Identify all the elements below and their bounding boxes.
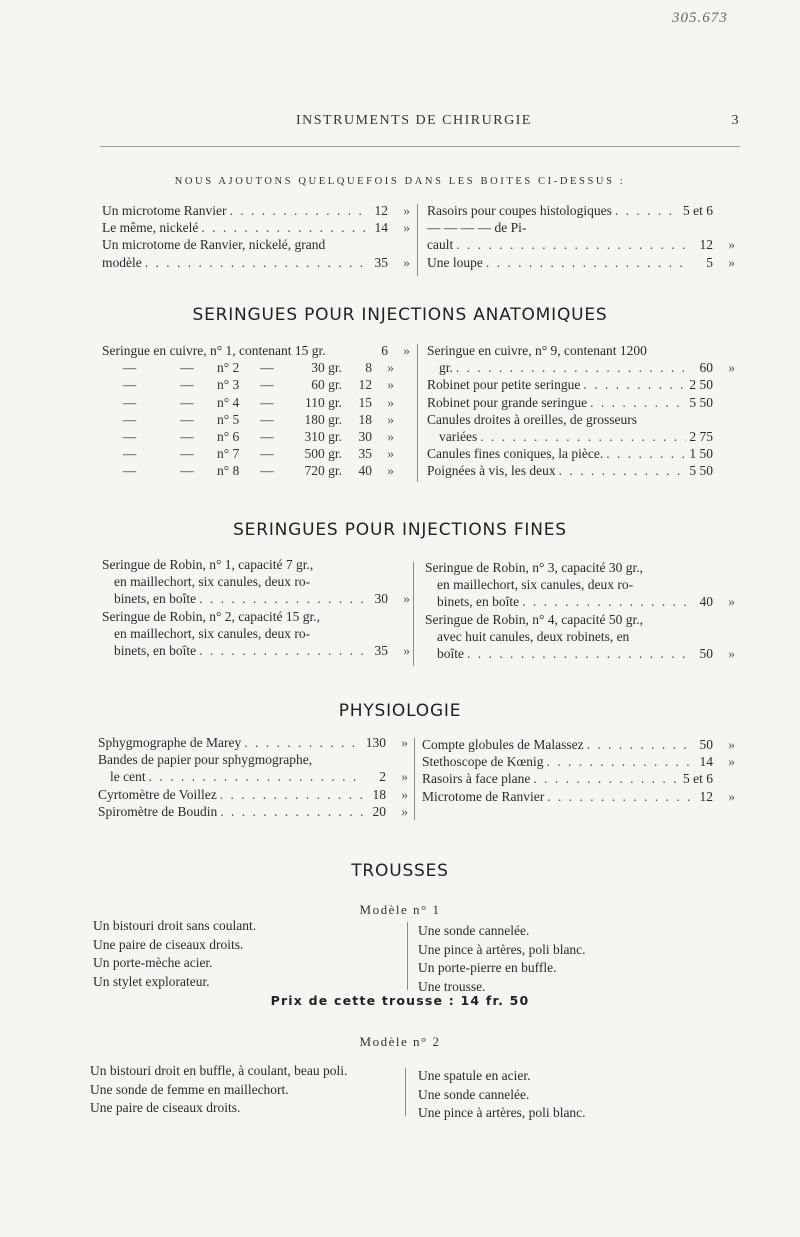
item-label: binets, en boîte (114, 642, 197, 658)
item-price: 18 (372, 786, 386, 802)
kit-item: Une paire de ciseaux droits. (90, 1100, 241, 1115)
dot-leader (229, 203, 365, 219)
kit-item: Un porte-pierre en buffle. (418, 960, 557, 975)
item-label: Microtome de Ranvier (422, 788, 545, 804)
list-item (427, 412, 735, 429)
item-price: 5 50 (689, 394, 713, 410)
list-item (102, 574, 410, 591)
dot-leader (480, 429, 686, 445)
dot-leader (456, 237, 690, 253)
syringe-row (102, 360, 410, 377)
fines-right-column (425, 560, 735, 663)
item-label: Un microtome Ranvier (102, 203, 227, 218)
column-divider (417, 344, 418, 482)
ditto-mark: — (180, 446, 194, 462)
syringe-number: n° 6 (217, 428, 240, 444)
ditto-mark: — (180, 411, 194, 427)
item-label: gr. (439, 360, 453, 376)
item-unit: » (401, 786, 408, 802)
dot-leader (606, 446, 686, 462)
item-price: 60 (699, 360, 713, 376)
item-label: Stethoscope de Kœnig (422, 754, 544, 770)
item-price: 18 (358, 411, 372, 427)
ditto-mark: — (180, 377, 194, 393)
list-item (427, 360, 735, 377)
ditto-mark: — (180, 360, 194, 376)
list-item (422, 789, 735, 806)
item-label: Rasoirs pour coupes histologiques (427, 203, 612, 218)
list-item (102, 557, 410, 574)
item-label: variées (439, 428, 478, 444)
ditto-mark: — (260, 394, 274, 410)
list-item (98, 804, 408, 821)
modele-1-price-line: Prix de cette trousse : 14 fr. 50 (270, 993, 530, 1008)
syringe-row (102, 412, 410, 429)
dot-leader (199, 591, 365, 607)
list-item (425, 560, 735, 577)
item-price: 20 (372, 803, 386, 819)
item-label: en maillechort, six canules, deux ro- (437, 577, 634, 593)
item-price: 35 (374, 254, 388, 270)
item-unit: » (387, 428, 394, 444)
list-item (98, 735, 408, 752)
syringe-size-grid (102, 360, 410, 480)
item-price: 6 (381, 343, 388, 358)
item-unit: » (728, 237, 735, 253)
syringe-capacity: 720 gr. (304, 463, 342, 479)
dot-leader (533, 771, 680, 787)
syringe-number: n° 3 (217, 377, 240, 393)
list-item (98, 769, 408, 786)
header-rule (100, 146, 740, 147)
item-price: 130 (365, 735, 386, 750)
ditto-mark: — (260, 377, 274, 393)
list-item (427, 463, 735, 480)
item-label: en maillechort, six canules, deux ro- (114, 574, 311, 590)
item-price: 5 50 (689, 463, 713, 479)
page-number: 3 (731, 113, 740, 128)
dot-leader (486, 255, 690, 271)
ditto-mark: — (122, 428, 137, 444)
item-label: Un microtome de Ranvier, nickelé, grand (102, 237, 326, 253)
modele-1-right-list (418, 922, 718, 996)
item-label: Seringue de Robin, n° 3, capacité 30 gr., (425, 560, 643, 575)
item-price: 35 (358, 446, 372, 462)
syringe-row (102, 429, 410, 446)
list-item (425, 577, 735, 594)
item-price: 2 (379, 769, 386, 785)
fines-left-column (102, 557, 410, 660)
list-item (427, 446, 735, 463)
item-price: 40 (358, 463, 372, 479)
kit-item: Une pince à artères, poli blanc. (418, 1105, 586, 1120)
list-item (102, 255, 410, 272)
kit-item: Une spatule en acier. (418, 1068, 531, 1083)
list-item (102, 343, 410, 360)
kit-item: Une pince à artères, poli blanc. (418, 941, 586, 957)
item-unit: » (401, 769, 408, 785)
list-item (427, 255, 735, 272)
ditto-mark: — (122, 377, 137, 393)
item-label: Spiromètre de Boudin (98, 803, 218, 819)
list-item (425, 612, 735, 629)
column-divider (414, 738, 415, 820)
item-price: 5 et 6 (683, 203, 713, 218)
kit-item: Une sonde cannelée. (418, 1086, 530, 1102)
list-item (427, 429, 735, 446)
kit-item: Une sonde cannelée. (418, 923, 530, 938)
item-label: Compte globules de Malassez (422, 737, 584, 752)
list-item (98, 787, 408, 804)
item-label: Le même, nickelé (102, 220, 199, 236)
item-price: 30 (358, 428, 372, 444)
item-label: Seringue en cuivre, n° 9, contenant 1200 (427, 343, 647, 358)
item-price: 2 75 (689, 428, 713, 444)
ditto-mark: — (122, 360, 137, 376)
item-price: 5 et 6 (683, 771, 713, 787)
item-price: 12 (699, 788, 713, 804)
ditto-mark: — (260, 446, 274, 462)
syringe-number: n° 8 (217, 463, 240, 479)
intro-left-column (102, 203, 410, 272)
list-item (102, 237, 410, 254)
item-price: 35 (374, 642, 388, 658)
dot-leader (220, 804, 363, 820)
item-label: avec huit canules, deux robinets, en (437, 628, 630, 644)
syringe-capacity: 110 gr. (305, 394, 342, 410)
item-unit: » (403, 220, 410, 236)
syringe-capacity: 310 gr. (304, 428, 342, 444)
item-unit: » (387, 377, 394, 393)
item-label: Cyrtomètre de Voillez (98, 786, 217, 802)
item-price: 12 (358, 377, 372, 393)
item-label: Une loupe (427, 254, 483, 270)
item-label: Seringue en cuivre, n° 1, contenant 15 gr. (102, 343, 326, 358)
dot-leader (590, 395, 686, 411)
list-item (422, 737, 735, 754)
catalog-number: 305.673 (672, 10, 728, 26)
dot-leader (149, 769, 363, 785)
ditto-mark: — (122, 463, 137, 479)
item-price: 15 (358, 394, 372, 410)
dot-leader (547, 789, 690, 805)
ditto-mark: — (180, 394, 194, 410)
physiologie-left-column (98, 735, 408, 821)
modele-2-heading: Modèle n° 2 (359, 1034, 441, 1049)
ditto-mark: — (260, 463, 274, 479)
ditto-mark: — (260, 360, 274, 376)
dot-leader (220, 787, 363, 803)
syringe-number: n° 5 (217, 411, 240, 427)
item-unit: » (387, 463, 394, 479)
kit-item: Un stylet explorateur. (93, 973, 210, 989)
column-divider (417, 204, 418, 276)
item-unit: » (728, 360, 735, 376)
item-unit: » (387, 446, 394, 462)
section-title-trousses: TROUSSES (351, 861, 449, 881)
item-unit: » (403, 343, 410, 358)
item-unit: » (728, 754, 735, 770)
page-title: INSTRUMENTS DE CHIRURGIE (296, 113, 532, 128)
dot-leader (244, 735, 363, 751)
item-label: en maillechort, six canules, deux ro- (114, 625, 311, 641)
list-item (98, 752, 408, 769)
item-label: Seringue de Robin, n° 2, capacité 15 gr., (102, 608, 320, 624)
item-label: Robinet pour petite seringue (427, 377, 581, 393)
item-unit: » (387, 394, 394, 410)
item-label: Poignées à vis, les deux (427, 463, 556, 479)
kit-item: Une paire de ciseaux droits. (93, 936, 244, 952)
list-item (102, 643, 410, 660)
section-title-physiologie: PHYSIOLOGIE (338, 701, 462, 721)
dot-leader (467, 646, 690, 662)
list-item (102, 591, 410, 608)
item-price: 8 (365, 360, 372, 376)
item-label: Sphygmographe de Marey (98, 735, 242, 750)
item-unit: » (401, 735, 408, 750)
syringe-row (102, 463, 410, 480)
dot-leader (145, 255, 365, 271)
dot-leader (587, 737, 690, 753)
ditto-mark: — (260, 428, 274, 444)
syringe-capacity: 60 gr. (311, 377, 342, 393)
modele-2-left-list (90, 1062, 400, 1118)
syringe-capacity: 30 gr. (311, 360, 342, 376)
item-label: — — — — de Pi- (427, 220, 527, 236)
kit-item: Un bistouri droit sans coulant. (93, 918, 257, 933)
item-unit: » (403, 591, 410, 607)
ditto-mark: — (260, 411, 274, 427)
section-title-anatomiques: SERINGUES POUR INJECTIONS ANATOMIQUES (192, 305, 608, 325)
item-price: 50 (699, 737, 713, 752)
ditto-mark: — (122, 411, 137, 427)
kit-item: Un porte-mèche acier. (93, 955, 213, 970)
item-label: Rasoirs à face plane (422, 771, 531, 787)
list-item (427, 237, 735, 254)
item-label: binets, en boîte (114, 591, 197, 607)
item-label: boîte (437, 645, 464, 661)
item-unit: » (403, 254, 410, 270)
kit-item: Un bistouri droit en buffle, à coulant, beau poli. (90, 1063, 348, 1078)
modele-2-right-list (418, 1067, 718, 1123)
list-item (427, 343, 735, 360)
item-price: 14 (374, 220, 388, 236)
list-item (427, 377, 735, 394)
dot-leader (615, 203, 680, 219)
item-label: Bandes de papier pour sphygmographe, (98, 752, 313, 768)
ditto-mark: — (122, 446, 137, 462)
list-item (102, 203, 410, 220)
item-unit: » (387, 411, 394, 427)
list-item (427, 220, 735, 237)
syringe-capacity: 500 gr. (304, 446, 342, 462)
syringe-capacity: 180 gr. (304, 411, 342, 427)
item-unit: » (728, 645, 735, 661)
item-unit: » (403, 203, 410, 218)
anatomiques-left-column (102, 343, 410, 481)
item-label: modèle (102, 254, 142, 270)
item-price: 50 (699, 645, 713, 661)
list-item (102, 220, 410, 237)
item-price: 5 (706, 254, 713, 270)
section-title-fines: SERINGUES POUR INJECTIONS FINES (233, 520, 567, 540)
column-divider (405, 1068, 406, 1116)
syringe-number: n° 2 (217, 360, 240, 376)
list-item (425, 629, 735, 646)
modele-1-left-list (93, 917, 393, 991)
item-label: Seringue de Robin, n° 4, capacité 50 gr., (425, 611, 643, 627)
anatomiques-right-column (427, 343, 735, 481)
column-divider (407, 922, 408, 990)
ditto-mark: — (180, 428, 194, 444)
kit-item: Une trousse. (418, 978, 486, 994)
syringe-row (102, 377, 410, 394)
ditto-mark: — (180, 463, 194, 479)
item-price: 1 50 (689, 446, 713, 462)
item-label: cault (427, 237, 454, 253)
intro-heading: NOUS AJOUTONS QUELQUEFOIS DANS LES BOITES CI-DESSUS : (174, 176, 626, 187)
item-unit: » (728, 594, 735, 610)
list-item (102, 609, 410, 626)
syringe-row (102, 395, 410, 412)
dot-leader (583, 377, 686, 393)
item-unit: » (403, 642, 410, 658)
dot-leader (199, 643, 365, 659)
list-item (427, 203, 735, 220)
physiologie-right-column (422, 737, 735, 806)
column-divider (413, 562, 414, 666)
item-label: Canules droites à oreilles, de grosseurs (427, 411, 637, 427)
item-unit: » (728, 788, 735, 804)
item-price: 2 50 (689, 377, 713, 393)
list-item (102, 626, 410, 643)
dot-leader (559, 463, 687, 479)
dot-leader (201, 220, 365, 236)
syringe-number: n° 7 (217, 446, 240, 462)
item-label: Robinet pour grande seringue (427, 394, 588, 410)
list-item (425, 594, 735, 611)
item-price: 12 (699, 237, 713, 253)
item-unit: » (401, 803, 408, 819)
dot-leader (546, 754, 690, 770)
item-label: binets, en boîte (437, 594, 520, 610)
list-item (425, 646, 735, 663)
item-unit: » (728, 254, 735, 270)
item-price: 40 (699, 594, 713, 610)
list-item (427, 395, 735, 412)
modele-1-heading: Modèle n° 1 (359, 902, 441, 917)
list-item (422, 771, 735, 788)
item-price: 12 (374, 203, 388, 218)
item-price: 14 (699, 754, 713, 770)
item-label: Canules fines coniques, la pièce. (427, 446, 604, 462)
kit-item: Une sonde de femme en maillechort. (90, 1081, 289, 1097)
dot-leader (456, 360, 690, 376)
item-unit: » (387, 360, 394, 376)
item-label: Seringue de Robin, n° 1, capacité 7 gr., (102, 557, 314, 572)
syringe-number: n° 4 (217, 394, 240, 410)
syringe-row (102, 446, 410, 463)
ditto-mark: — (122, 394, 137, 410)
dot-leader (522, 594, 690, 610)
item-unit: » (728, 737, 735, 752)
list-item (422, 754, 735, 771)
intro-right-column (427, 203, 735, 272)
item-label: le cent (110, 769, 146, 785)
item-price: 30 (374, 591, 388, 607)
